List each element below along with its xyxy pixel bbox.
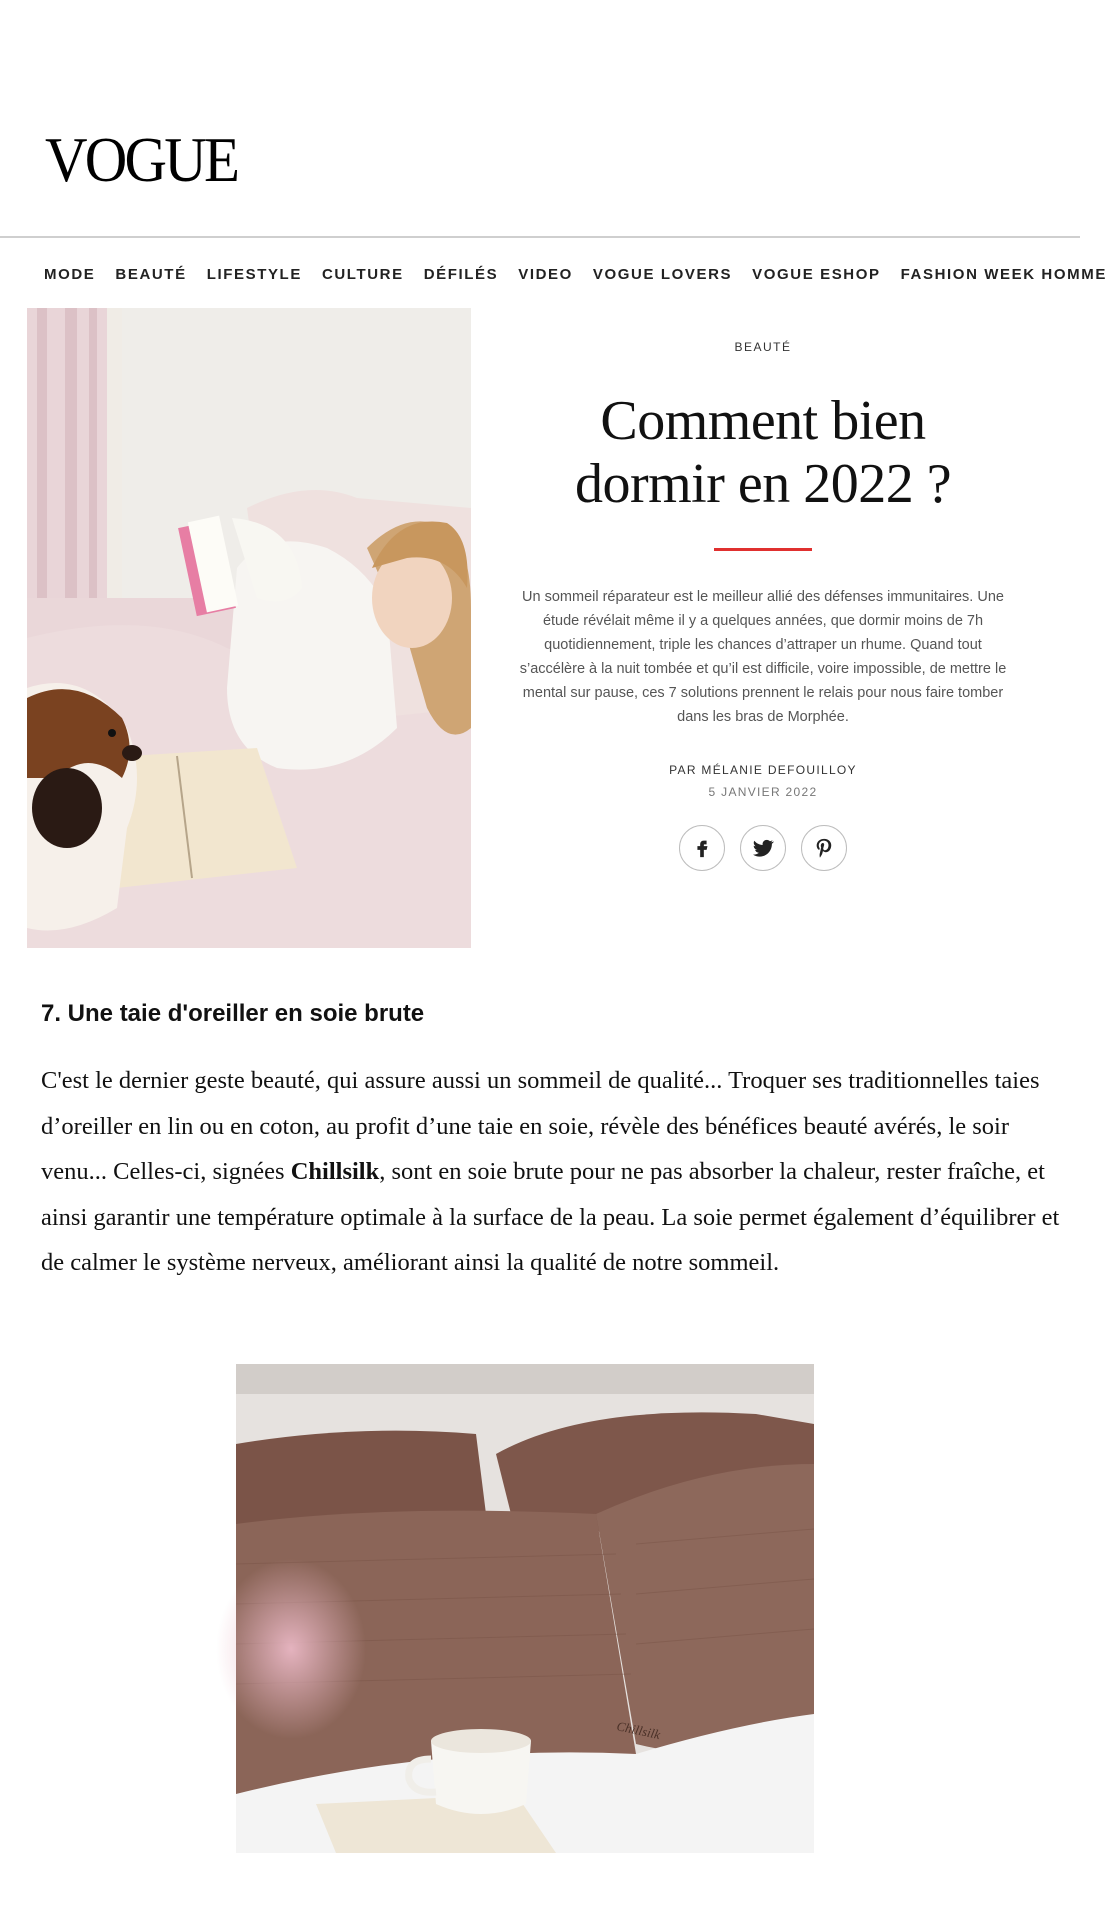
twitter-icon [751, 836, 775, 860]
title-accent-rule [714, 548, 812, 551]
article-category[interactable]: BEAUTÉ [734, 340, 792, 354]
vogue-logo[interactable]: VOGUE [45, 124, 238, 195]
nav-item-video[interactable]: VIDEO [518, 266, 573, 283]
facebook-share-button[interactable] [679, 825, 725, 871]
article-date: 5 JANVIER 2022 [708, 785, 818, 799]
header-divider [0, 236, 1080, 238]
section-body [41, 1058, 1061, 1286]
nav-item-vogue-eshop[interactable]: VOGUE ESHOP [752, 266, 881, 283]
pinterest-icon [813, 837, 835, 859]
article-title-line-1: Comment bien [600, 390, 926, 452]
main-nav [44, 266, 1107, 283]
facebook-icon [691, 837, 713, 859]
pillow-photo [236, 1364, 814, 1853]
article-header [500, 308, 1026, 871]
twitter-share-button[interactable] [740, 825, 786, 871]
nav-item-mode[interactable]: MODE [44, 266, 96, 283]
pinterest-share-button[interactable] [801, 825, 847, 871]
nav-item-beaute[interactable]: BEAUTÉ [115, 266, 187, 283]
body-text-part-1: C'est le dernier geste beauté, qui assure aussi un sommeil de qualité... Troquer ses traditionnelles taies d’oreiller en lin ou en coton, au profit d’une taie en soie, révèle des bénéfices beauté avérés, le soir venu... Celles-ci, signées [41, 1067, 1040, 1185]
nav-item-defiles[interactable]: DÉFILÉS [423, 266, 499, 283]
hero-photo [27, 308, 471, 948]
article-title-line-2: dormir en 2022 ? [574, 453, 952, 515]
article-title [500, 390, 1026, 516]
section-heading: 7. Une taie d'oreiller en soie brute [41, 1000, 425, 1027]
nav-item-fashion-week-homme[interactable]: FASHION WEEK HOMME [900, 266, 1107, 283]
body-text-part-2: , sont en soie brute pour ne pas absorber la chaleur, rester fraîche, et ainsi garantir une température optimale à la surface de la peau. La soie permet également d’équilibrer et de calmer le système nerveux, améliorant ainsi la qualité de notre sommeil. [41, 1158, 1060, 1276]
nav-item-culture[interactable]: CULTURE [321, 266, 404, 283]
share-buttons [500, 825, 1026, 871]
brand-name: Chillsilk [290, 1158, 380, 1185]
nav-item-lifestyle[interactable]: LIFESTYLE [206, 266, 302, 283]
article-intro: Un sommeil réparateur est le meilleur allié des défenses immunitaires. Une étude révélait même il y a quelques années, que dormir moins de 7h quotidiennement, triple les chances d’attraper un rhume. Quand tout s’accélère à la nuit tombée et qu’il est difficile, voire impossible, de mettre le mental sur pause, ces 7 solutions prennent le relais pour nous faire tomber dans les bras de Morphée. [519, 589, 1007, 725]
nav-item-vogue-lovers[interactable]: VOGUE LOVERS [592, 266, 733, 283]
pillow-brand-label: Chillsilk [615, 1718, 662, 1743]
article-byline[interactable]: PAR MÉLANIE DEFOUILLOY [669, 763, 857, 777]
